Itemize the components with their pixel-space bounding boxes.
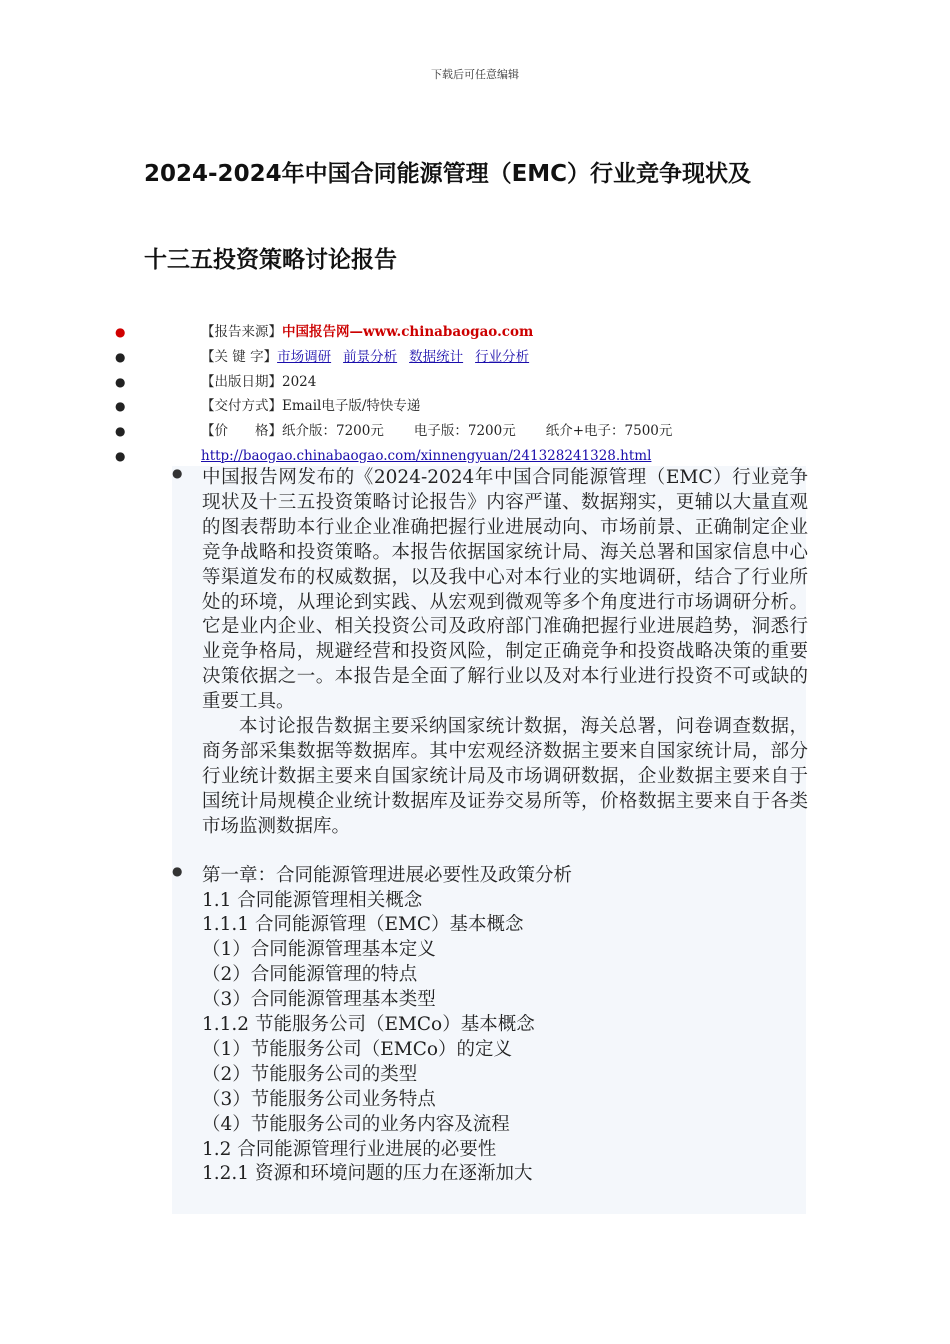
- toc-line: （2）合同能源管理的特点: [202, 964, 418, 986]
- toc-line: 1.1.1 合同能源管理（EMC）基本概念: [202, 914, 524, 936]
- bullet-icon: ●: [115, 424, 126, 439]
- date-value: 2024: [282, 373, 317, 390]
- meta-source: [0, 320, 950, 345]
- source-value: 中国报告网—www.chinabaogao.com: [282, 324, 534, 340]
- meta-price: [0, 419, 950, 444]
- date-label: 【出版日期】: [201, 373, 282, 390]
- bullet-icon: ●: [172, 863, 183, 878]
- toc-line: 第一章：合同能源管理进展必要性及政策分析: [202, 864, 573, 886]
- report-body: [172, 466, 806, 1214]
- bullet-icon: ●: [172, 466, 183, 480]
- keyword-link-market-research[interactable]: 市场调研: [277, 348, 332, 365]
- price-both: 纸介+电子：7500元: [545, 423, 673, 440]
- delivery-label: 【交付方式】: [201, 398, 282, 415]
- toc-line: （1）合同能源管理基本定义: [202, 939, 436, 961]
- toc-line: （1）节能服务公司（EMCo）的定义: [202, 1038, 513, 1060]
- delivery-value: Email电子版/特快专递: [282, 398, 421, 415]
- source-label: 【报告来源】: [201, 324, 282, 340]
- page-title-line-1: 2024-2024年中国合同能源管理（EMC）行业竞争现状及: [144, 161, 752, 187]
- bullet-icon: ●: [115, 374, 126, 389]
- page-title-line-2: 十三五投资策略讨论报告: [144, 247, 397, 273]
- meta-keywords: [0, 345, 950, 370]
- meta-delivery: [0, 394, 950, 419]
- bullet-icon: ●: [115, 349, 126, 364]
- body-list: [172, 466, 806, 1187]
- toc-line: 1.1 合同能源管理相关概念: [202, 889, 423, 911]
- price-paper: 纸介版：7200元: [282, 423, 384, 440]
- toc-line: 1.2 合同能源管理行业进展的必要性: [202, 1138, 497, 1160]
- bullet-icon: ●: [115, 325, 126, 339]
- meta-date: [0, 370, 950, 395]
- toc-line: （3）合同能源管理基本类型: [202, 989, 436, 1011]
- price-label: 【价 格】: [201, 423, 282, 440]
- toc-line: 1.2.1 资源和环境问题的压力在逐渐加大: [202, 1163, 533, 1185]
- table-of-contents: [202, 864, 808, 1188]
- keywords-label: 【关 键 字】: [201, 348, 278, 365]
- bullet-icon: ●: [115, 448, 126, 463]
- intro-item: [172, 466, 806, 840]
- toc-line: （4）节能服务公司的业务内容及流程: [202, 1113, 510, 1135]
- toc-line: （2）节能服务公司的类型: [202, 1063, 418, 1085]
- intro-paragraph-1: 中国报告网发布的《2024-2024年中国合同能源管理（EMC）行业竞争现状及十三五投资策略讨论报告》内容严谨、数据翔实，更辅以大量直观的图表帮助本行业企业准确把握行业进展动向、市场前景、正确制定企业竞争战略和投资策略。本报告依据国家统计局、海关总署和国家信息中心等渠道发布的权威数据，以及我中心对本行业的实地调研，结合了行业所处的环境，从理论到实践、从宏观到微观等多个角度进行市场调研分析。它是业内企业、相关投资公司及政府部门准确把握行业进展趋势，洞悉行业竞争格局，规避经营和投资风险，制定正确竞争和投资战略决策的重要决策依据之一。本报告是全面了解行业以及对本行业进行投资不可或缺的重要工具。: [202, 467, 808, 713]
- toc-item: [172, 864, 806, 1188]
- report-url-link[interactable]: http://baogao.chinabaogao.com/xinnengyuan/241328241328.html: [201, 447, 652, 464]
- toc-line: 1.1.2 节能服务公司（EMCo）基本概念: [202, 1014, 535, 1036]
- keyword-link-industry-analysis[interactable]: 行业分析: [475, 348, 530, 365]
- intro-paragraph-2: 本讨论报告数据主要采纳国家统计数据，海关总署，问卷调查数据，商务部采集数据等数据库。其中宏观经济数据主要来自国家统计局，部分行业统计数据主要来自国家统计局及市场调研数据，企业数据主要来自于国统计局规模企业统计数据库及证券交易所等，价格数据主要来自于各类市场监测数据库。: [202, 716, 808, 837]
- keyword-link-statistics[interactable]: 数据统计: [409, 348, 464, 365]
- header-note: 下载后可任意编辑: [431, 68, 519, 81]
- keyword-link-outlook[interactable]: 前景分析: [343, 348, 398, 365]
- bullet-icon: ●: [115, 399, 126, 414]
- toc-line: （3）节能服务公司业务特点: [202, 1088, 436, 1110]
- report-meta-list: [0, 320, 950, 469]
- spacer: [172, 840, 806, 864]
- price-electronic: 电子版：7200元: [413, 423, 516, 440]
